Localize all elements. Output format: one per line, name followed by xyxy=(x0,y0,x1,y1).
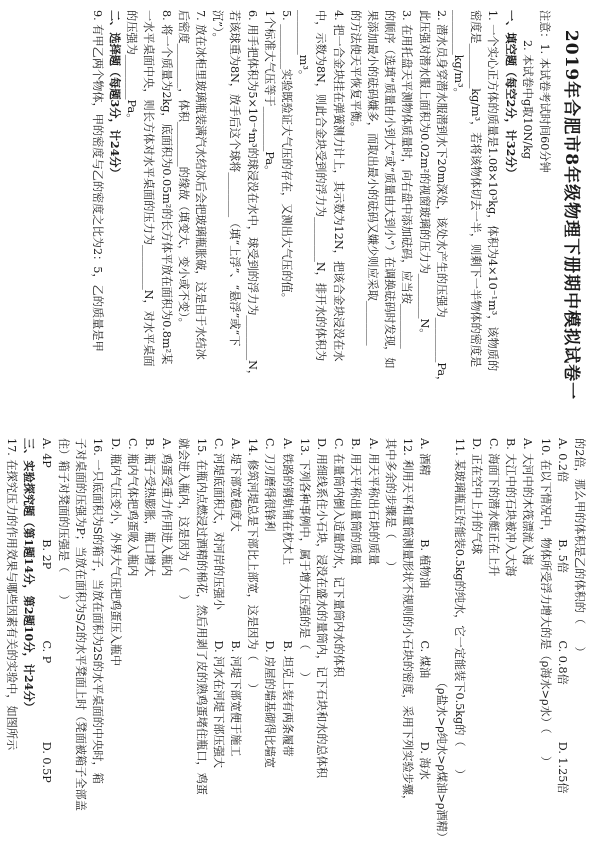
option-d: D. 房屋的墙基砌得比墙宽 xyxy=(263,640,277,769)
question-line: 8. 将一个质量为2kg，底面积为0.05m²的长方体平放在面积为0.8m²某 xyxy=(159,10,173,365)
question-line: 7. 放在冰柜里玻璃瓶装满汽水结冰后会把玻璃瓶胀破，这是由于水结冰 xyxy=(193,10,207,360)
question-line: 沉”）。 xyxy=(211,10,225,44)
question-line: 的顺序（选填“质量由小到大”或“质量由大到小”）在调换砝码时发现，如 xyxy=(383,10,397,369)
option-b: B. 植物油 xyxy=(418,539,432,589)
q16-options xyxy=(38,438,55,843)
question-line: 14. 修筑河堤总是下部比上部宽，这是因为（ ） xyxy=(246,438,260,695)
option-line: B. 大江中的石块被冲入大海 xyxy=(504,438,518,577)
q11-options xyxy=(416,438,433,843)
option-line: B. 用天平称出量筒的质量 xyxy=(349,438,363,566)
density-note: （ρ盐水>ρ纯水>ρ煤油>ρ酒精） xyxy=(435,676,449,843)
question-line: ________m³。 xyxy=(297,10,311,82)
q13-options-row2 xyxy=(261,438,278,843)
question-line: 密度是________kg/m³，若将该物体切去一半，则剩下一半物体的密度是 xyxy=(469,10,483,368)
exam-title: 2019年合肥市8年级物理下册期中模拟试卷一 xyxy=(561,29,581,401)
option-line: C. 在量筒内倒入适量的水，记下量筒内水的体积 xyxy=(332,438,346,678)
right-column xyxy=(5,438,588,843)
question-line: 住）箱子对凳面的压强是（ ） xyxy=(56,438,70,606)
question-line: 子对桌面的压强为P；当放在面积为S/2的水平凳面上时（凳面被箱子全部盖 xyxy=(74,438,88,811)
option-b: B. 坦克上装有两条履带 xyxy=(280,640,294,757)
option-line: D. 瓶内气压变小，外界大气压把鸡蛋压入瓶中 xyxy=(108,438,122,667)
q14-options-row1 xyxy=(227,438,244,843)
q9-options xyxy=(554,438,571,843)
question-line: 16. 一只底面积为S的箱子，当放在面积为2S的水平桌面的中央时，箱 xyxy=(91,438,105,784)
option-a: A. 铁路的钢轨铺在枕木上 xyxy=(280,438,294,566)
question-line: 果添加最小的砝码嫌多，而取出最小的砝码又嫌少则应采取________ xyxy=(365,10,379,346)
option-line: C. 海面下的潜水艇正在上升 xyxy=(486,438,500,577)
option-b: B. 河堤下部宽便于施工 xyxy=(228,640,242,757)
question-line: 1个标准大气压等于________Pa。 xyxy=(262,10,276,177)
note-line: 2. 本试卷中g取10N/kg xyxy=(520,40,534,160)
question-line: 就会进入瓶内，这是因为（ ） xyxy=(177,438,191,606)
option-a: A. 酒精 xyxy=(418,438,432,476)
option-line: D. 用细线系住小石块，浸没在盛水的量筒内，记下石块和水的总体积 xyxy=(314,438,328,779)
note-line: 注意：1. 本试卷考试时间60分钟 xyxy=(538,10,551,173)
option-line: B. 瓶子受热膨胀，瓶口增大 xyxy=(142,438,156,577)
question-line: 的2倍，那么甲的体积是乙的体积的（ ） xyxy=(573,438,586,658)
question-line: 11. 某玻璃瓶正好能装0.5kg的纯水，它一定能装下0.5kg的（ ） xyxy=(452,438,466,781)
option-a: A. 堤下部宽稳度大 xyxy=(228,438,242,532)
option-d: D. 海水 xyxy=(418,741,432,780)
left-column xyxy=(12,10,588,420)
option-a: A. 4P xyxy=(39,438,53,468)
question-line: 17. 在探究压力的作用效果与哪些因素有关的实验中，如图所示 xyxy=(5,438,19,751)
option-b: B. 2P xyxy=(39,539,53,570)
question-line: 5. ________实验既验证大气压的存在，又测出大气压的值。 xyxy=(279,10,293,304)
question-line: 若该球重为8N，放手后这个球将________（填“上浮”、“悬浮”或“下 xyxy=(228,10,242,347)
question-line: 后密度________，体积________的缘故（填变大，变小或不变）。 xyxy=(176,10,190,329)
question-line: 15. 在瓶内点燃浸过酒精的棉花，然后用剥了皮的熟鸡蛋堵住瓶口，鸡蛋 xyxy=(194,438,208,795)
question-line: 4. 把一合金块挂在弹簧测力计上，其示数为12N，把该合金块浸没在水 xyxy=(331,10,345,362)
section-heading: 三、实验探究题（第1题14分，第2题10分，计24分） xyxy=(22,438,37,713)
question-line: 12. 利用天平和量筒测量形状不规则的小石块的密度，采用下列实验步骤， xyxy=(400,438,414,807)
question-line: 其中多余的步骤是（ ） xyxy=(383,438,397,573)
section-heading: 一、填空题（每空2分，计32分） xyxy=(503,10,518,179)
question-line: 的压强为________Pa。 xyxy=(125,10,139,125)
option-c: C. 河堤底面积大，对河岸的压强小 xyxy=(211,438,225,610)
question-line: 2. 潜水员身穿潜水服潜到水下20m深处，该处水产生的压强为________Pa， xyxy=(434,10,448,388)
option-c: C. 煤油 xyxy=(418,640,432,679)
question-line: 1. 一个实心正方体的质量是1.08×10³kg，体积为4×10⁻¹m³，该物质的 xyxy=(486,10,500,372)
option-line: A. 鸡蛋受重力作用进入瓶内 xyxy=(160,438,174,577)
question-line: 中，示数为8N，则此合金块受到的浮力为________N，排开水的体积为 xyxy=(314,10,328,362)
option-d: D. 河水在河堤下部压强大 xyxy=(211,640,225,769)
q14-options-row2 xyxy=(210,438,227,843)
question-line: 6. 用手把体积为5×10⁻⁴m³的球浸没在水中，球受到的浮力为________N， xyxy=(245,10,259,382)
option-c: C. P xyxy=(39,640,53,664)
question-line: ________kg/m³。 xyxy=(451,10,465,99)
question-line: 此压强对潜水服上面积为0.02m²的视窗玻璃的压力为________N。 xyxy=(417,10,431,340)
option-b: B. 5倍 xyxy=(555,539,569,573)
option-c: C. 刀刃磨得很锋利 xyxy=(263,438,277,532)
option-line: C. 瓶内气体把鸡蛋吸入瓶内 xyxy=(125,438,139,577)
option-d: D. 0.5P xyxy=(39,741,53,783)
question-line: 一水平桌面中央，则长方体对水平桌面的压力为________N，对水平桌面 xyxy=(142,10,156,367)
option-line: A. 用天平称出石块的质量 xyxy=(366,438,380,566)
option-a: A. 0.2倍 xyxy=(555,438,569,483)
option-line: A. 大河中的木筏漂流入海 xyxy=(521,438,535,566)
question-line: 3. 在用托盘天平测物体质量时，向右盘中添加砝码，应当按________ xyxy=(400,10,414,349)
option-line: D. 正在空中上升的气球 xyxy=(469,438,483,555)
question-line: 10. 在以下情况中，物体所受浮力增大的是（ρ海水>ρ水）（ ） xyxy=(538,438,552,768)
question-line: 的方法使天平恢复平衡。 xyxy=(348,10,362,134)
option-d: D. 1.25倍 xyxy=(555,741,569,794)
option-c: C. 0.8倍 xyxy=(555,640,569,685)
question-line: 9. 有甲乙两个物体，甲的密度与乙的密度之比为2：5，乙的质量是甲 xyxy=(90,10,104,352)
section-heading: 二、选择题（每题3分，计24分） xyxy=(107,10,122,179)
q13-options-row1 xyxy=(278,438,295,843)
question-line: 13. 下列各种事例中，属于增大压强的是（ ） xyxy=(297,438,311,684)
